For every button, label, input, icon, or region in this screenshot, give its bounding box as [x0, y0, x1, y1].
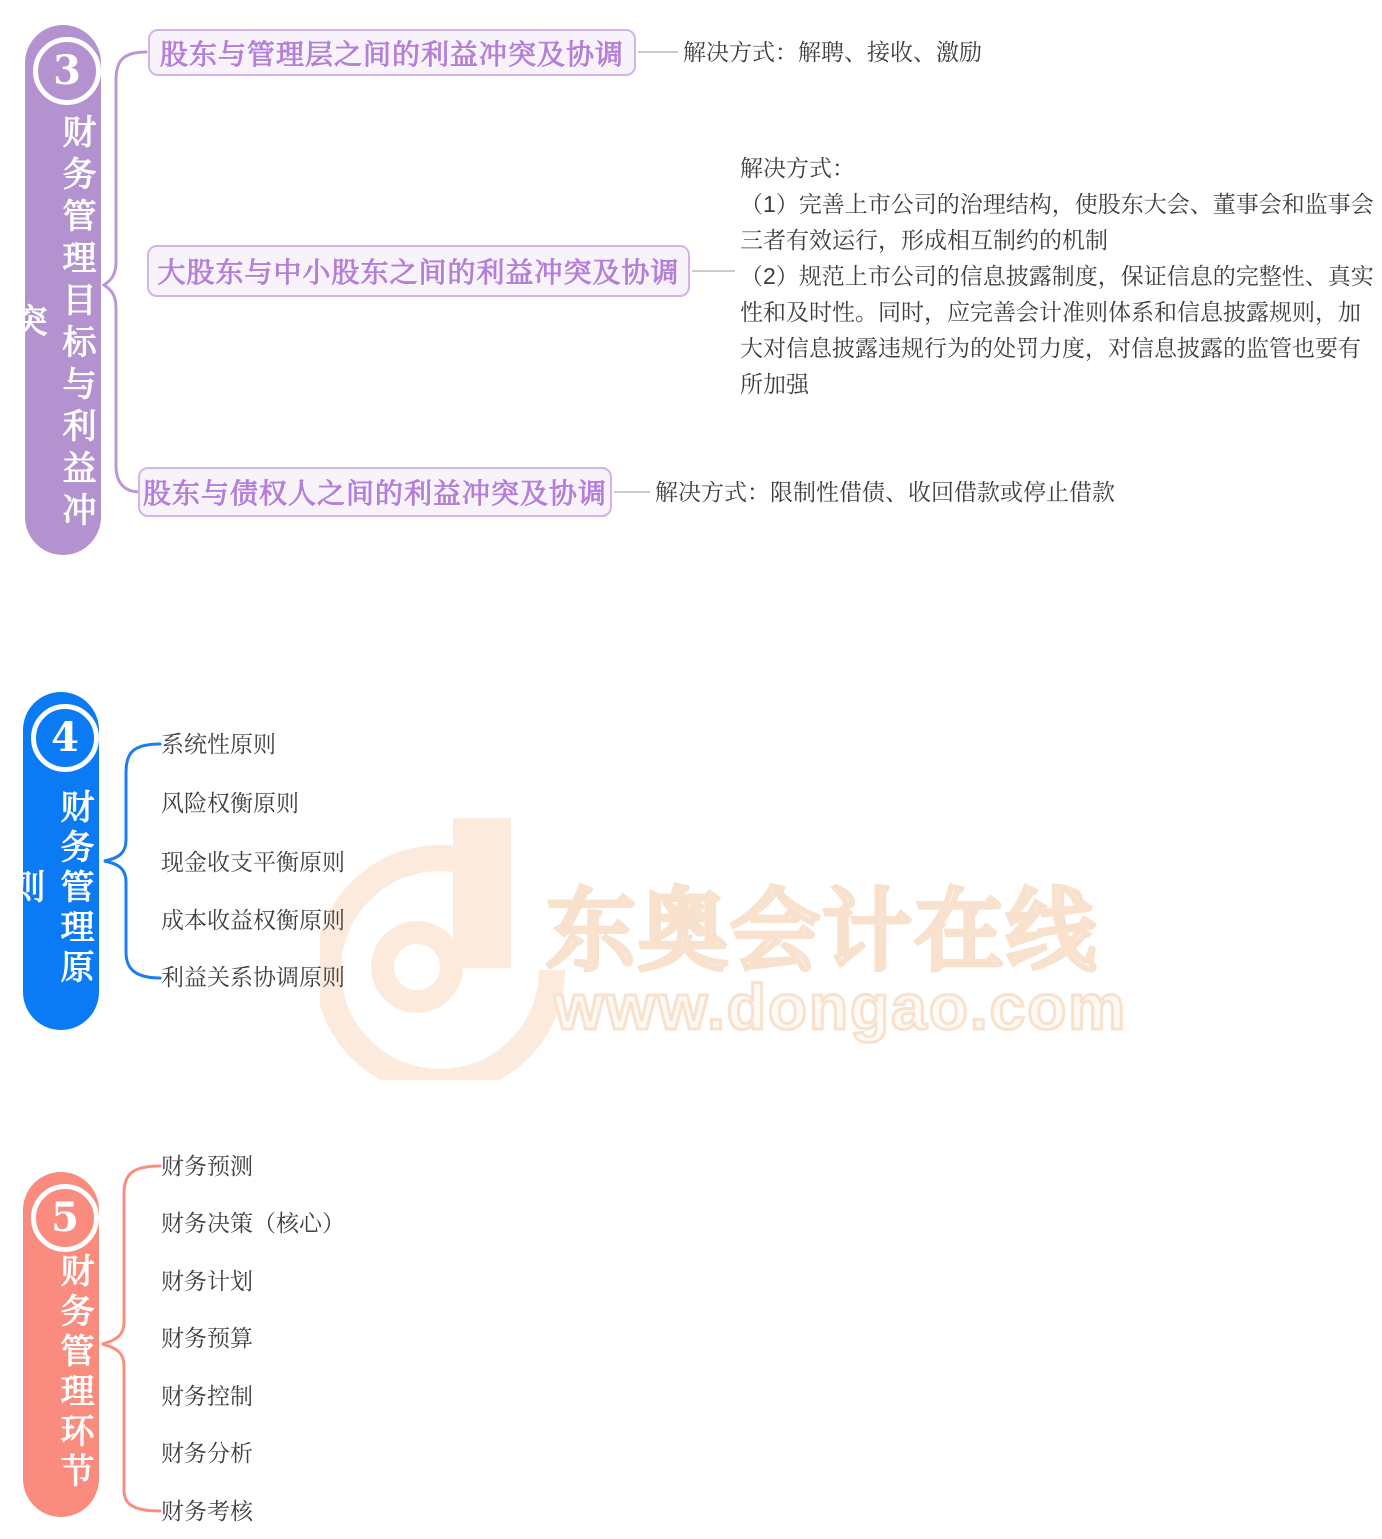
solution-line: 大对信息披露违规行为的处罚力度，对信息披露的监管也要有 — [740, 335, 1361, 361]
topic-title-4: 财务管理原则 — [5, 789, 94, 989]
process-item: 财务分析 — [161, 1440, 253, 1466]
solution-line: 性和及时性。同时，应完善会计准则体系和信息披露规则，加 — [740, 299, 1361, 325]
process-item: 财务考核 — [161, 1498, 253, 1524]
process-item: 财务决策（核心） — [161, 1210, 345, 1236]
solution-line: 解决方式： — [740, 155, 855, 181]
topic-number-badge-5: 5 — [31, 1184, 99, 1252]
branch-node-major-vs-minor-shareholders: 大股东与中小股东之间的利益冲突及协调 — [147, 245, 690, 297]
watermark-brand-text: 东奥会计在线 — [546, 882, 1098, 982]
topic-pill-financial-process — [23, 1172, 99, 1517]
branch-node-shareholders-vs-creditors: 股东与债权人之间的利益冲突及协调 — [138, 467, 612, 517]
solution-line: （1）完善上市公司的治理结构，使股东大会、董事会和监事会 — [740, 191, 1374, 217]
process-item: 财务控制 — [161, 1383, 253, 1409]
solution-line: 所加强 — [740, 371, 809, 397]
solution-text-1: 解决方式：解聘、接收、激励 — [683, 39, 982, 65]
topic-pill-financial-goals-conflicts — [7, 25, 101, 555]
process-item: 财务预算 — [161, 1325, 253, 1351]
solution-line: 三者有效运行，形成相互制约的机制 — [740, 227, 1108, 253]
principle-item: 现金收支平衡原则 — [161, 849, 345, 875]
watermark-url-text: www.dongao.com — [554, 971, 1128, 1043]
brace-section-3 — [104, 52, 146, 492]
brace-section-4 — [104, 744, 160, 978]
solution-line: （2）规范上市公司的信息披露制度，保证信息的完整性、真实 — [740, 263, 1374, 289]
solution-text-block-2 — [740, 150, 1382, 402]
topic-title-5: 财务管理环节 — [54, 1252, 94, 1493]
solution-text-3: 解决方式：限制性借债、收回借款或停止借款 — [655, 479, 1115, 505]
process-item: 财务计划 — [161, 1268, 253, 1294]
topic-number-badge-3: 3 — [33, 37, 101, 105]
branch-node-shareholders-vs-managers: 股东与管理层之间的利益冲突及协调 — [148, 29, 636, 76]
principle-item: 成本收益权衡原则 — [161, 907, 345, 933]
brace-section-5 — [102, 1166, 160, 1511]
principle-item: 利益关系协调原则 — [161, 964, 345, 990]
principle-item: 风险权衡原则 — [161, 790, 299, 816]
principle-item: 系统性原则 — [161, 731, 276, 757]
topic-number-badge-4: 4 — [31, 704, 99, 772]
topic-title-3: 财务管理目标与利益冲突 — [7, 114, 96, 534]
process-item: 财务预测 — [161, 1153, 253, 1179]
topic-pill-financial-principles — [5, 692, 99, 1030]
